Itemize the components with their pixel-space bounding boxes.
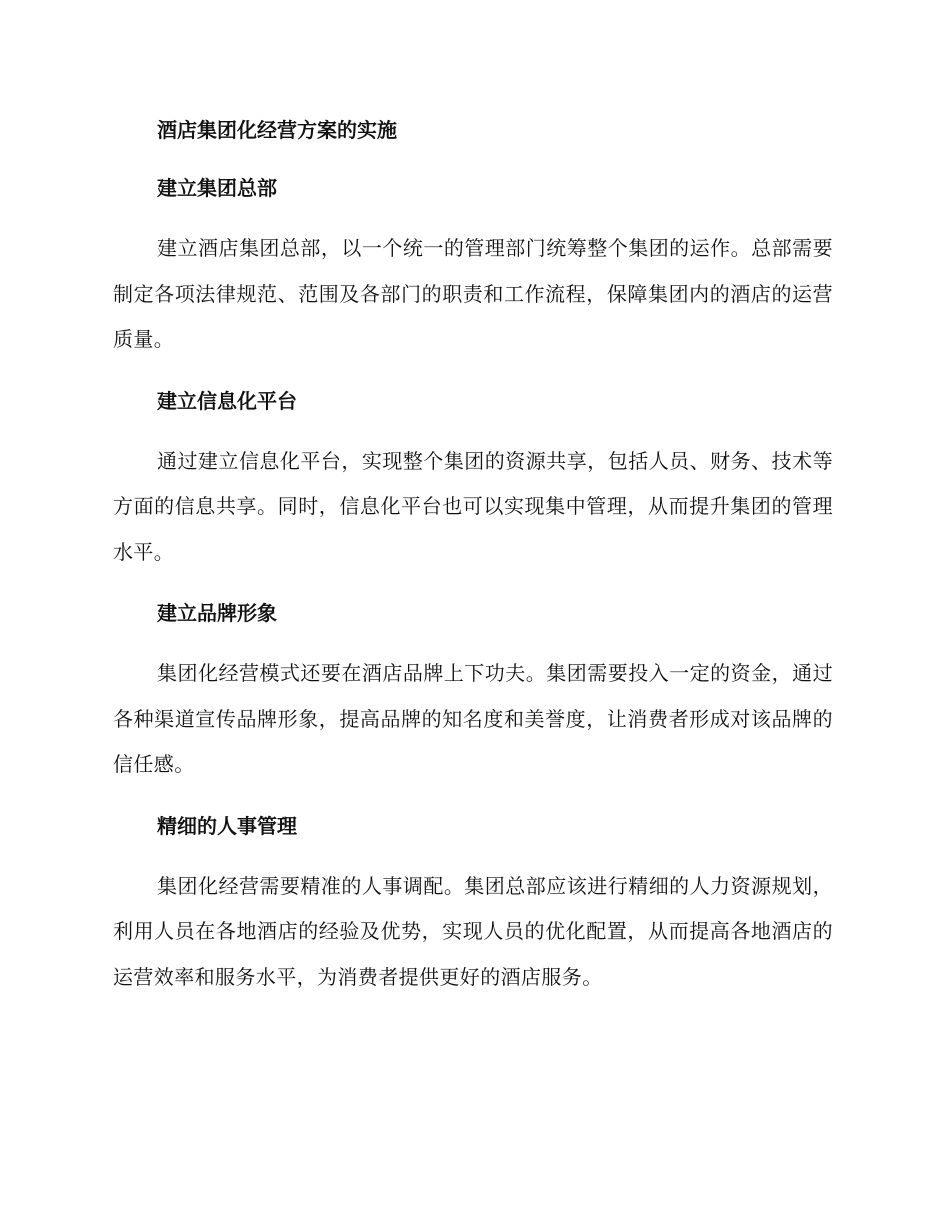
section-body-headquarters: 建立酒店集团总部，以一个统一的管理部门统筹整个集团的运作。总部需要制定各项法律规范、范围及各部门的职责和工作流程，保障集团内的酒店的运营质量。 xyxy=(113,236,833,351)
section-heading-personnel-management: 精细的人事管理 xyxy=(157,813,297,838)
section-heading-information-platform: 建立信息化平台 xyxy=(157,388,297,413)
section-body-brand-image: 集团化经营模式还要在酒店品牌上下功夫。集团需要投入一定的资金，通过各种渠道宣传品牌形象，提高品牌的知名度和美誉度，让消费者形成对该品牌的信任感。 xyxy=(113,661,833,776)
section-body-personnel-management: 集团化经营需要精准的人事调配。集团总部应该进行精细的人力资源规划，利用人员在各地酒店的经验及优势，实现人员的优化配置，从而提高各地酒店的运营效率和服务水平，为消费者提供更好的酒店服务。 xyxy=(113,873,833,989)
section-body-information-platform: 通过建立信息化平台，实现整个集团的资源共享，包括人员、财务、技术等方面的信息共享。同时，信息化平台也可以实现集中管理，从而提升集团的管理水平。 xyxy=(113,448,833,564)
section-heading-headquarters: 建立集团总部 xyxy=(157,176,277,200)
section-heading-brand-image: 建立品牌形象 xyxy=(157,601,277,625)
document-title: 酒店集团化经营方案的实施 xyxy=(157,118,397,142)
document-content xyxy=(113,112,833,1000)
